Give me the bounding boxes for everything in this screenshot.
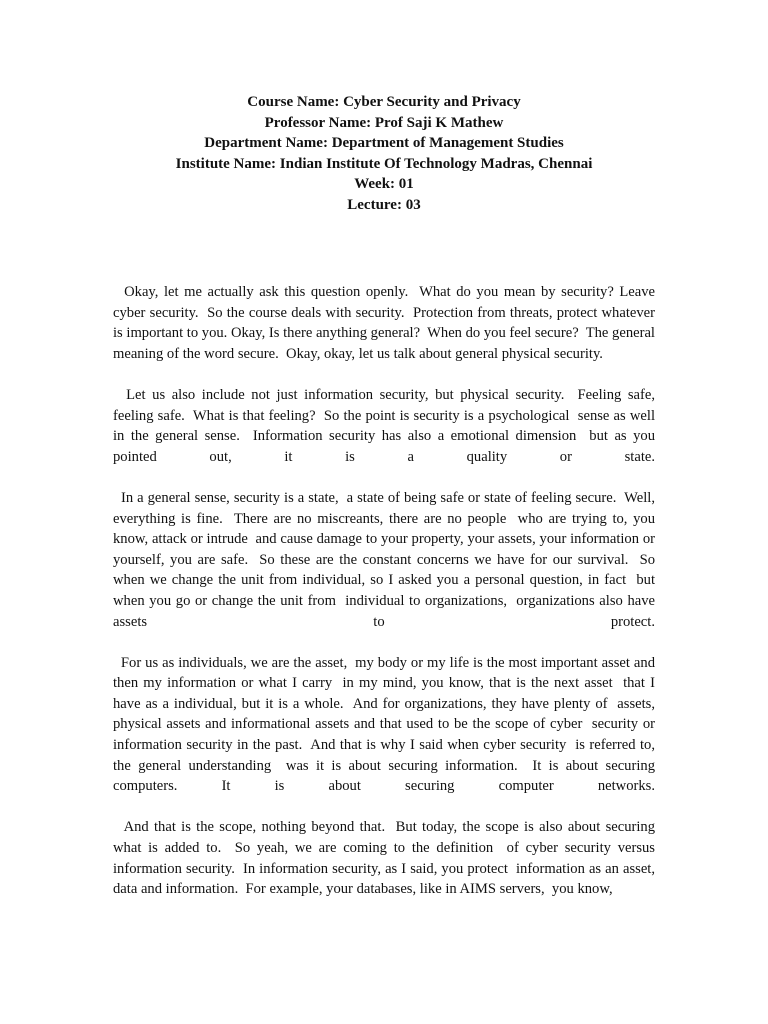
paragraph-3: In a general sense, security is a state, a state of being safe or state of feeling secure. Well, everything is fine. There are no miscreants, there are no people who are trying to, you know, attack or intrude and cause damage to your property, your assets, your information or yourself, you are safe. So these are the constant concerns we have for our survival. So when we change the unit from individual, so I asked you a personal question, in fact but when you go or change the unit from individual to organizations, organizations also have assets to protect. [113,489,659,630]
institute-name: Institute Name: Indian Institute Of Technology Madras, Chennai [175,155,593,172]
paragraph-5: And that is the scope, nothing beyond that. But today, the scope is also about securing what is added to. So yeah, we are coming to the definition of cyber security versus information security. In information security, as I said, you protect information as an asset, data and information. For example, your databases, like in AIMS servers, you know, [113,819,659,898]
week-label: Week: 01 [354,176,414,192]
professor-name: Professor Name: Prof Saji K Mathew [264,114,504,131]
paragraph-1: Okay, let me actually ask this question openly. What do you mean by security? Leave cyber security. So the course deals with security. Protection from threats, protect whatever is important to you. Okay, Is there anything general? When do you feel secure? The general meaning of the word secure. Okay, okay, let us talk about general physical security. [113,284,659,362]
department-name: Department Name: Department of Management Studies [204,135,564,151]
paragraph-2: Let us also include not just information security, but physical security. Feeling safe, feeling safe. What is that feeling? So the point is security is a psychological sense as well in the general sense. Information security has also a emotional dimension but as you pointed out, it is a quality or state. [113,386,659,465]
course-name: Course Name: Cyber Security and Privacy [247,94,521,110]
document-header [0,92,768,215]
transcript-body [113,282,659,920]
lecture-label: Lecture: 03 [347,196,421,213]
paragraph-4: For us as individuals, we are the asset, my body or my life is the most important asset and then my information or what I carry in my mind, you know, that is the next asset that I have as a individual, but it is a whole. And for organizations, they have plenty of assets, physical assets and informational assets and that used to be the scope of cyber security or information security in the past. And that is why I said when cyber security is referred to, the general understanding was it is about securing information. It is about securing computers. It is about securing computer networks. [113,654,659,795]
